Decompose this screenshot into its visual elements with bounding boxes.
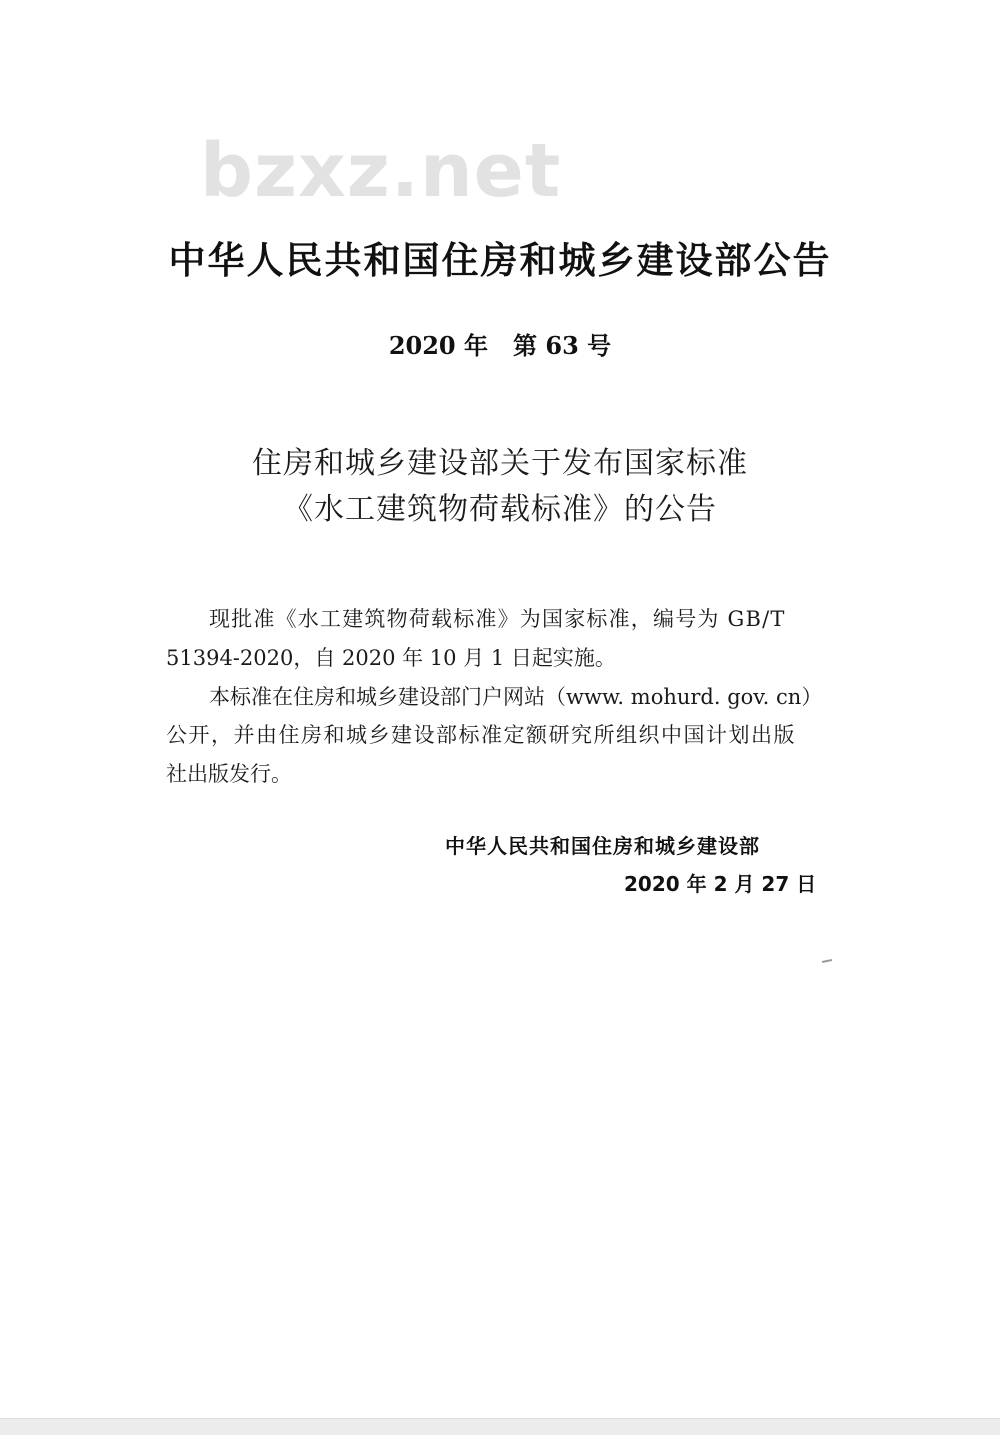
signature-organization: 中华人民共和国住房和城乡建设部 bbox=[445, 834, 760, 858]
body-paragraph-2-line-2: 公开，并由住房和城乡建设部标准定额研究所组织中国计划出版 bbox=[166, 723, 796, 747]
body-paragraph-2-line-1: 本标准在住房和城乡建设部门户网站（www. mohurd. gov. cn） bbox=[209, 685, 823, 709]
body-paragraph-1-line-1: 现批准《水工建筑物荷载标准》为国家标准，编号为 GB/T bbox=[209, 607, 786, 631]
subject-line-2: 《水工建筑物荷载标准》的公告 bbox=[283, 492, 717, 527]
watermark: bzxz.net bbox=[200, 128, 562, 214]
scan-speck bbox=[822, 959, 832, 963]
issue-number: 2020 年 第 63 号 bbox=[388, 331, 612, 360]
viewer-bottom-strip bbox=[0, 1418, 1000, 1435]
body-paragraph-1-line-2: 51394-2020，自 2020 年 10 月 1 日起实施。 bbox=[166, 646, 616, 670]
subject-line-1: 住房和城乡建设部关于发布国家标准 bbox=[252, 446, 748, 481]
signature-date: 2020 年 2 月 27 日 bbox=[624, 872, 817, 896]
body-paragraph-2-line-3: 社出版发行。 bbox=[166, 762, 292, 786]
announcement-title: 中华人民共和国住房和城乡建设部公告 bbox=[168, 239, 832, 282]
